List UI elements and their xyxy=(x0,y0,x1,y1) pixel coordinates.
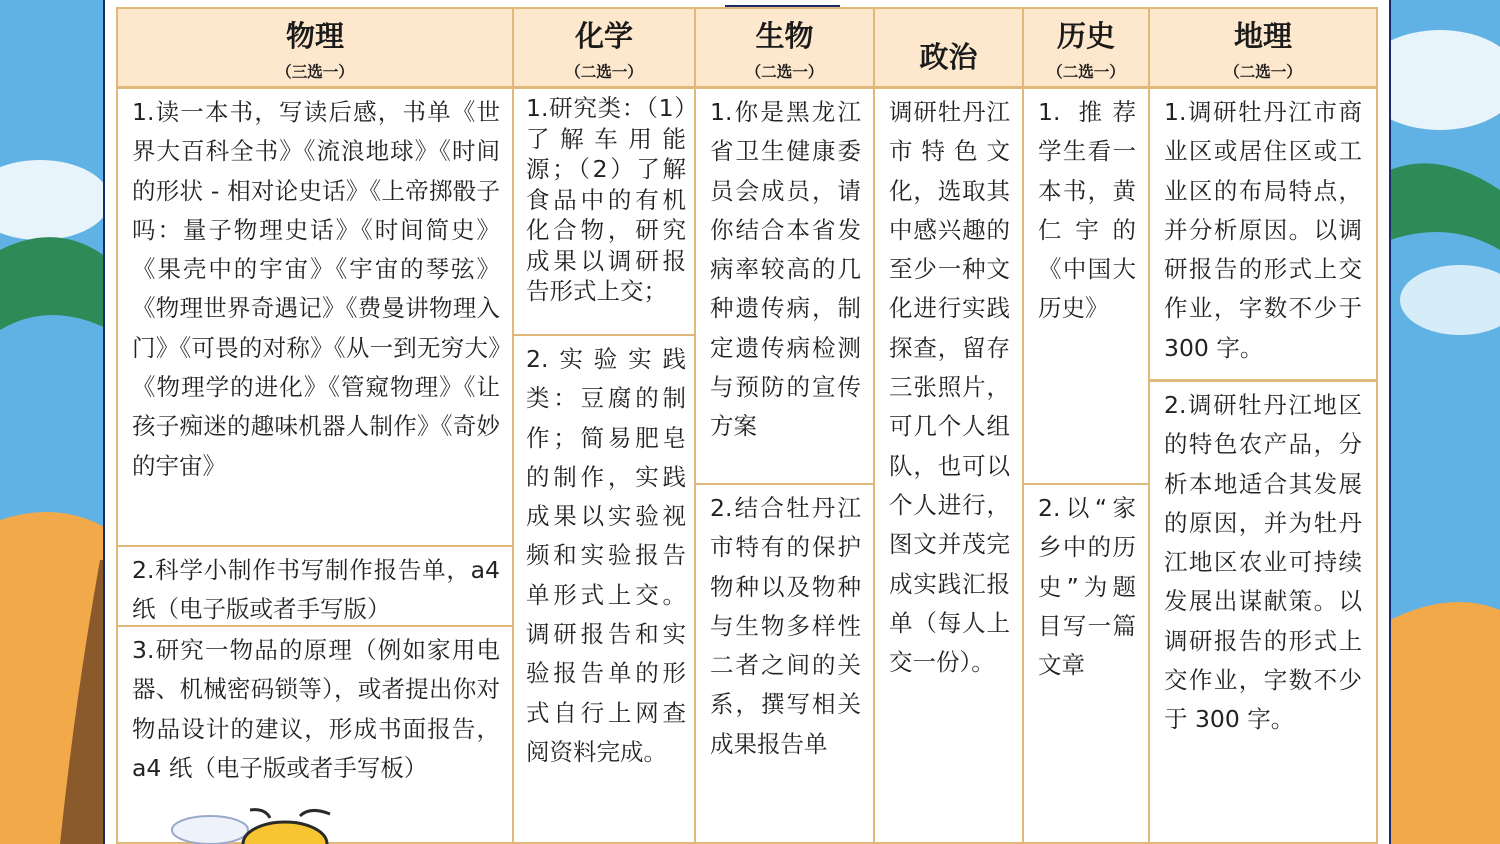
chemistry-task-2: 2.实验实践类：豆腐的制作；简易肥皂的制作，实践成果以实验视频和实验报告单形式上交。调研报告和实验报告单的形式自行上网查阅资料完成。 xyxy=(514,336,696,844)
header-history-name: 历史 xyxy=(1056,19,1115,53)
header-geography-sub: （二选一） xyxy=(1224,63,1302,81)
physics-task-1: 1.读一本书，写读后感，书单《世界大百科全书》《流浪地球》《时间的形状 - 相对论史话》《上帝掷骰子吗：量子物理史话》《时间简史》《果壳中的宇宙》《宇宙的琴弦》《物理世界奇遇记》《费曼讲物理入门》《可畏的对称》《从一到无穷大》《物理学的进化》《管窥物理》《让孩子痴迷的趣味机器人制作》《奇妙的宇宙》 xyxy=(116,89,514,547)
header-biology-name: 生物 xyxy=(755,19,814,53)
header-physics xyxy=(116,7,514,89)
header-chemistry-sub: （二选一） xyxy=(565,63,643,81)
header-biology-sub: （二选一） xyxy=(745,63,824,81)
politics-task-1: 调研牡丹江市特色文化，选取其中感兴趣的至少一种文化进行实践探查，留存三张照片，可几个人组队，也可以个人进行，图文并茂完成实践汇报单（每人上交一份）。 xyxy=(875,89,1024,844)
header-chemistry-name: 化学 xyxy=(574,19,633,53)
biology-task-2: 2.结合牡丹江市特有的保护物种以及物种与生物多样性二者之间的关系，撰写相关成果报告单 xyxy=(696,485,875,844)
physics-task-2: 2.科学小制作书写制作报告单，a4 纸（电子版或者手写版） xyxy=(116,547,514,627)
header-politics-name: 政治 xyxy=(919,40,978,74)
header-history-sub: （二选一） xyxy=(1047,63,1125,81)
biology-task-1: 1.你是黑龙江省卫生健康委员会成员，请你结合本省发病率较高的几种遗传病，制定遗传病检测与预防的宣传方案 xyxy=(696,89,875,485)
geography-task-1: 1.调研牡丹江市商业区或居住区或工业区的布局特点，并分析原因。以调研报告的形式上交作业，字数不少于 300 字。 xyxy=(1150,89,1378,381)
physics-task-3: 3.研究一物品的原理（例如家用电器、机械密码锁等），或者提出你对物品设计的建议，形成书面报告，a4 纸（电子版或者手写板） xyxy=(116,627,514,844)
header-physics-sub: （三选一） xyxy=(276,63,354,81)
geography-task-2: 2.调研牡丹江地区的特色农产品，分析本地适合其发展的原因，并为牡丹江地区农业可持续发展出谋献策。以调研报告的形式上交作业，字数不少于 300 字。 xyxy=(1150,381,1378,844)
header-history xyxy=(1024,7,1150,89)
header-chemistry xyxy=(514,7,696,89)
header-politics xyxy=(875,7,1024,89)
sand-shape xyxy=(1390,602,1500,844)
bee-mascot-icon xyxy=(170,806,370,844)
header-geography xyxy=(1150,7,1378,89)
header-biology xyxy=(696,7,875,89)
chemistry-task-1: 1.研究类：（1）了解车用能源；（2）了解食品中的有机化合物，研究成果以调研报告形式上交； xyxy=(514,89,696,336)
header-physics-name: 物理 xyxy=(285,19,344,53)
history-task-1: 1. 推荐学生看一本书，黄仁宇的《中国大历史》 xyxy=(1024,89,1150,485)
header-geography-name: 地理 xyxy=(1233,19,1292,53)
history-task-2: 2.以“家乡中的历史”为题目写一篇文章 xyxy=(1024,485,1150,844)
assignment-table xyxy=(116,7,1378,844)
